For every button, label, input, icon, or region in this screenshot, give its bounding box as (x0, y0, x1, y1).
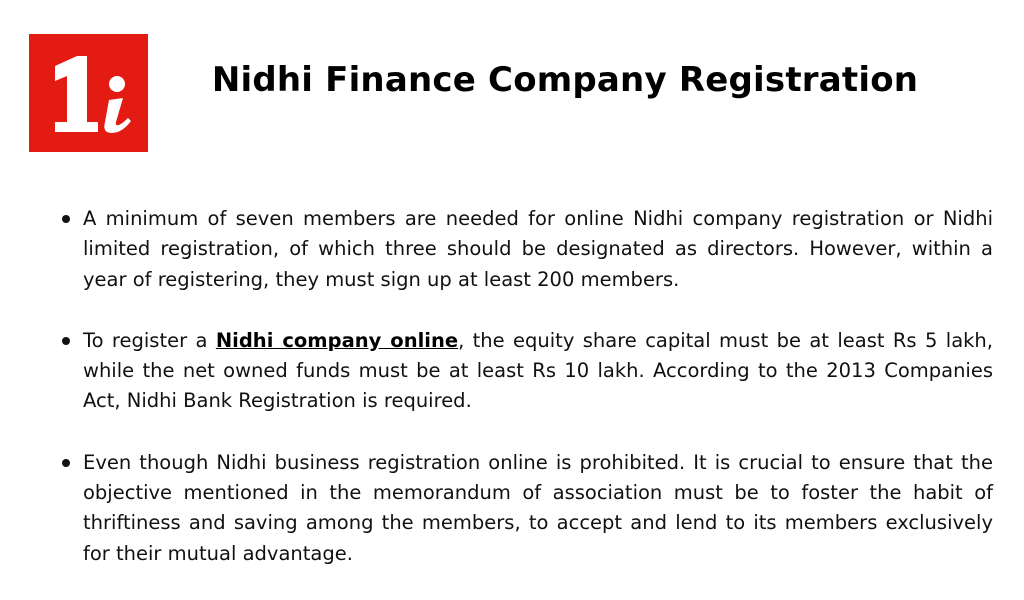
bullet-text-after-link: , the equity share capital must be at least Rs 5 lakh, while the net owned funds must be at least Rs 10 lakh. According to the 2013 Companies Act, Nidhi Bank Registration is required. (83, 328, 993, 413)
bullet-dot-icon (62, 337, 70, 345)
bullet-item-objective (60, 448, 993, 569)
bullet-item-members (60, 204, 993, 295)
logo-mark (29, 34, 148, 152)
page-title: Nidhi Finance Company Registration (211, 60, 919, 100)
bullet-item-capital (60, 326, 993, 417)
bullet-dot-icon (62, 459, 70, 467)
bullet-text: Even though Nidhi business registration online is prohibited. It is crucial to ensure that the objective mentioned in the memorandum of association must be to foster the habit of thriftiness and saving among the members, to accept and lend to its members exclusively for their mutual advantage. (83, 450, 993, 565)
bullet-list (60, 204, 993, 600)
bullet-text-before-link: To register a (83, 328, 216, 352)
bullet-dot-icon (62, 215, 70, 223)
brand-logo (29, 34, 148, 152)
nidhi-company-online-link[interactable]: Nidhi company online (215, 328, 459, 352)
bullet-text: A minimum of seven members are needed for online Nidhi company registration or Nidhi limited registration, of which three should be designated as directors. However, within a year of registering, they must sign up at least 200 members. (83, 207, 993, 291)
